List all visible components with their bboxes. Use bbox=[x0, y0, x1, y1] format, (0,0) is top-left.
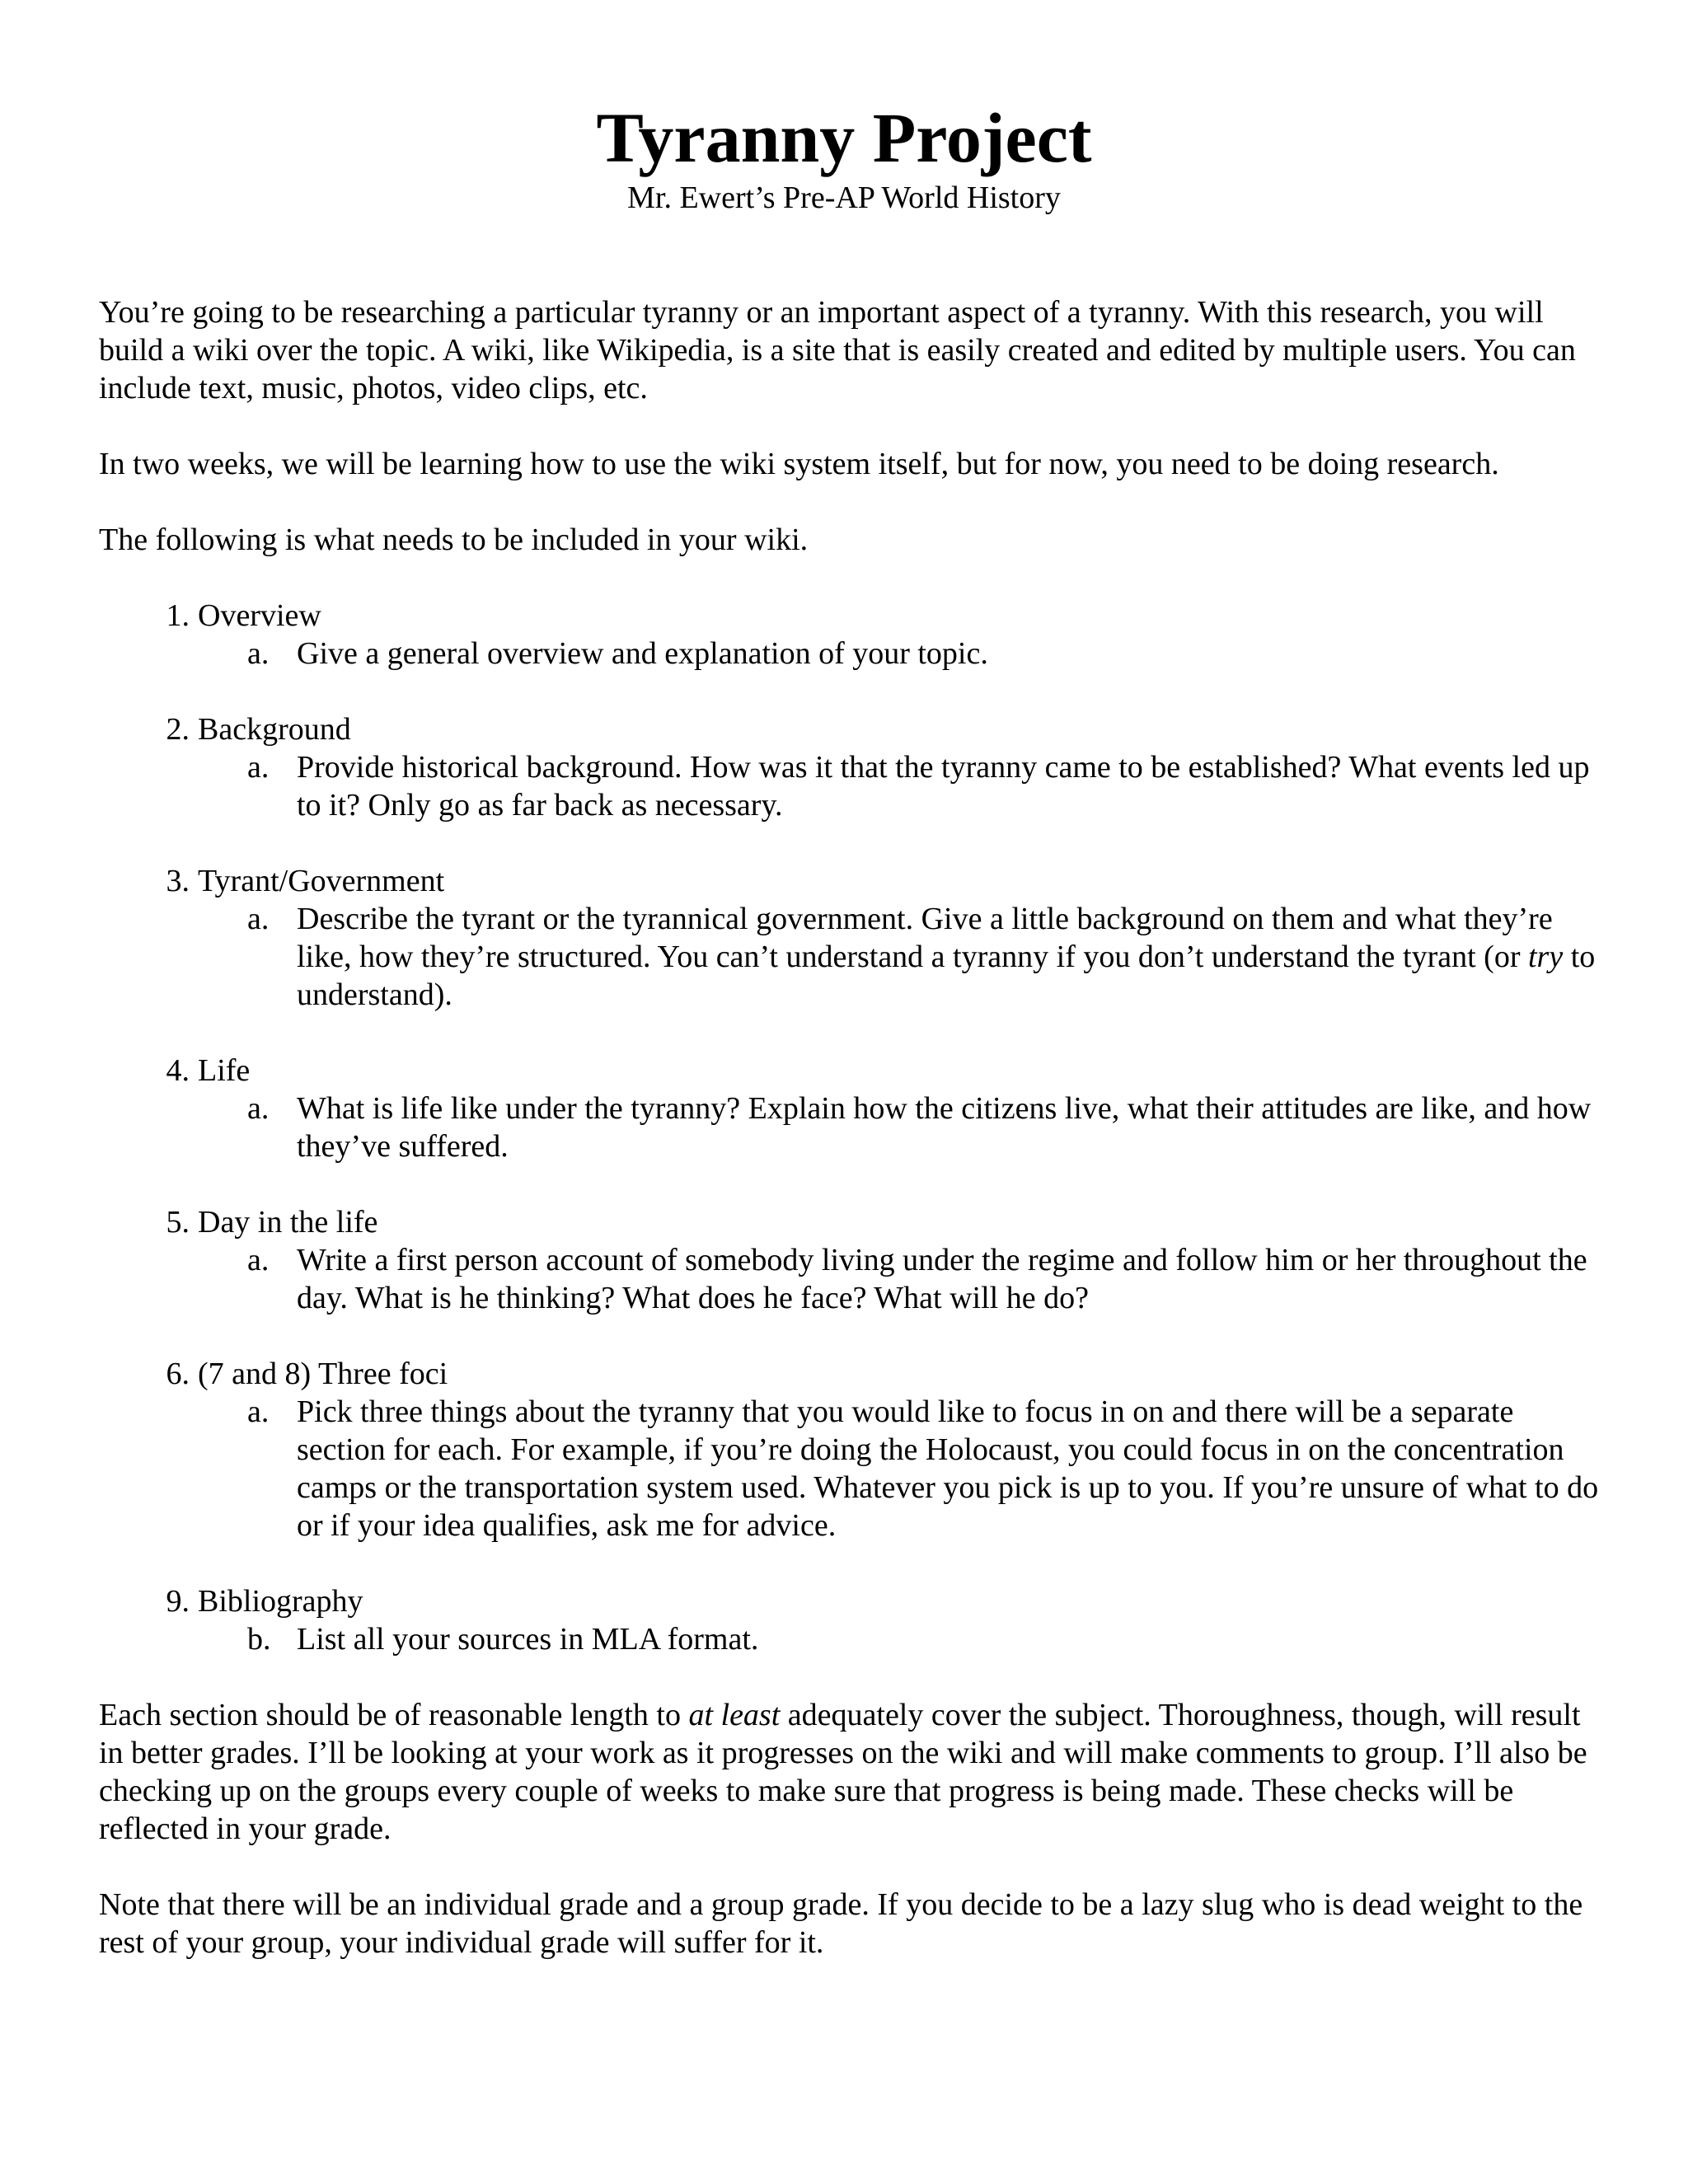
list-item-life bbox=[99, 1052, 1599, 1165]
closing-paragraph-2: Note that there will be an individual grade and a group grade. If you decide to be a lazy slug who is dead weight to the rest of your group, your individual grade will suffer for it. bbox=[99, 1887, 1583, 1960]
sub-item-text: List all your sources in MLA format. bbox=[297, 1622, 759, 1657]
sub-item-text: Give a general overview and explanation of your topic. bbox=[297, 636, 988, 671]
intro-paragraph-3: The following is what needs to be included in your wiki. bbox=[99, 523, 809, 557]
document-body bbox=[99, 293, 1599, 1961]
list-item-number: 2. bbox=[166, 712, 190, 747]
sub-item bbox=[99, 748, 1599, 824]
list-item-heading bbox=[99, 597, 1599, 635]
list-item-overview bbox=[99, 597, 1599, 673]
list-item-heading bbox=[99, 1355, 1599, 1393]
list-item-heading bbox=[99, 1052, 1599, 1090]
list-item-title: Life bbox=[198, 1053, 251, 1088]
sub-item-text-start: Describe the tyrant or the tyrannical government. Give a little background on them and what they’re like, how they’re structured. You can’t understand a tyranny if you don’t understand the tyrant (or bbox=[297, 902, 1553, 974]
sub-item-text: Provide historical background. How was it that the tyranny came to be established? What events led up to it? Only go as far back as necessary. bbox=[297, 750, 1590, 823]
list-item-number: 5. bbox=[166, 1205, 190, 1240]
sub-item-letter: a. bbox=[247, 750, 270, 785]
sub-item-text: Write a first person account of somebody living under the regime and follow him or her throughout the day. What is he thinking? What does he face? What will he do? bbox=[297, 1243, 1587, 1315]
list-item-tyrant-government bbox=[99, 862, 1599, 1014]
intro-paragraph-1: You’re going to be researching a particular tyranny or an important aspect of a tyranny. With this research, you will build a wiki over the topic. A wiki, like Wikipedia, is a site that is easily created and edited by multiple users. You can include text, music, photos, video clips, etc. bbox=[99, 295, 1576, 405]
sub-item-letter: b. bbox=[247, 1622, 271, 1657]
sub-item-letter: a. bbox=[247, 1394, 270, 1429]
page-title: Tyranny Project bbox=[596, 98, 1092, 177]
sub-item-text: What is life like under the tyranny? Explain how the citizens live, what their attitudes are like, and how they’ve suffered. bbox=[297, 1091, 1592, 1164]
sub-item bbox=[99, 1090, 1599, 1165]
list-item-heading bbox=[99, 710, 1599, 748]
list-item-number: 6. bbox=[166, 1357, 190, 1391]
list-item-heading bbox=[99, 1582, 1599, 1620]
list-item-number: 4. bbox=[166, 1053, 190, 1088]
list-item-three-foci bbox=[99, 1355, 1599, 1544]
closing-text-end: adequately cover the subject. Thoroughness, though, will result in better grades. I’ll be looking at your work as it progresses on the wiki and will make comments to group. I’ll also be checking up on the groups every couple of weeks to make sure that progress is being made. These checks will be reflected in your grade. bbox=[99, 1698, 1587, 1846]
list-item-title: Tyrant/Government bbox=[198, 864, 445, 898]
emphasis-at-least: at least bbox=[688, 1698, 781, 1732]
list-item-background bbox=[99, 710, 1599, 824]
list-item-title: Overview bbox=[198, 598, 321, 633]
sub-item-letter: a. bbox=[247, 902, 270, 936]
list-item-day-in-the-life bbox=[99, 1203, 1599, 1317]
sub-item-text-end: to understand). bbox=[297, 940, 1596, 1012]
sub-item-text bbox=[297, 902, 1595, 1012]
list-item-heading bbox=[99, 862, 1599, 900]
sub-item-letter: a. bbox=[247, 1091, 270, 1126]
list-item-title: Background bbox=[198, 712, 351, 747]
closing-text-start: Each section should be of reasonable length to bbox=[99, 1698, 689, 1732]
sub-item-letter: a. bbox=[247, 1243, 270, 1277]
sub-item-text: Pick three things about the tyranny that you would like to focus in on and there will be a separate section for each. For example, if you’re doing the Holocaust, you could focus in on the concentration camps or the transportation system used. Whatever you pick is up to you. If you’re unsure of what to do or if your idea qualifies, ask me for advice. bbox=[297, 1394, 1599, 1543]
emphasis-try: try bbox=[1527, 940, 1564, 974]
sub-item bbox=[99, 1393, 1599, 1544]
list-item-title: (7 and 8) Three foci bbox=[198, 1357, 448, 1391]
list-item-number: 1. bbox=[166, 598, 190, 633]
list-item-title: Day in the life bbox=[198, 1205, 378, 1240]
list-item-number: 9. bbox=[166, 1584, 190, 1619]
list-item-title: Bibliography bbox=[198, 1584, 363, 1619]
list-item-bibliography bbox=[99, 1582, 1599, 1658]
sub-item bbox=[99, 1241, 1599, 1317]
list-item-heading bbox=[99, 1203, 1599, 1241]
intro-paragraph-2: In two weeks, we will be learning how to use the wiki system itself, but for now, you need to be doing research. bbox=[99, 447, 1499, 481]
sub-item bbox=[99, 1620, 1599, 1658]
sub-item bbox=[99, 635, 1599, 673]
sub-item bbox=[99, 900, 1599, 1014]
requirements-list bbox=[99, 597, 1599, 1658]
page-subtitle: Mr. Ewert’s Pre-AP World History bbox=[627, 180, 1061, 215]
sub-item-letter: a. bbox=[247, 636, 270, 671]
list-item-number: 3. bbox=[166, 864, 190, 898]
closing-paragraph-1 bbox=[99, 1696, 1599, 1848]
